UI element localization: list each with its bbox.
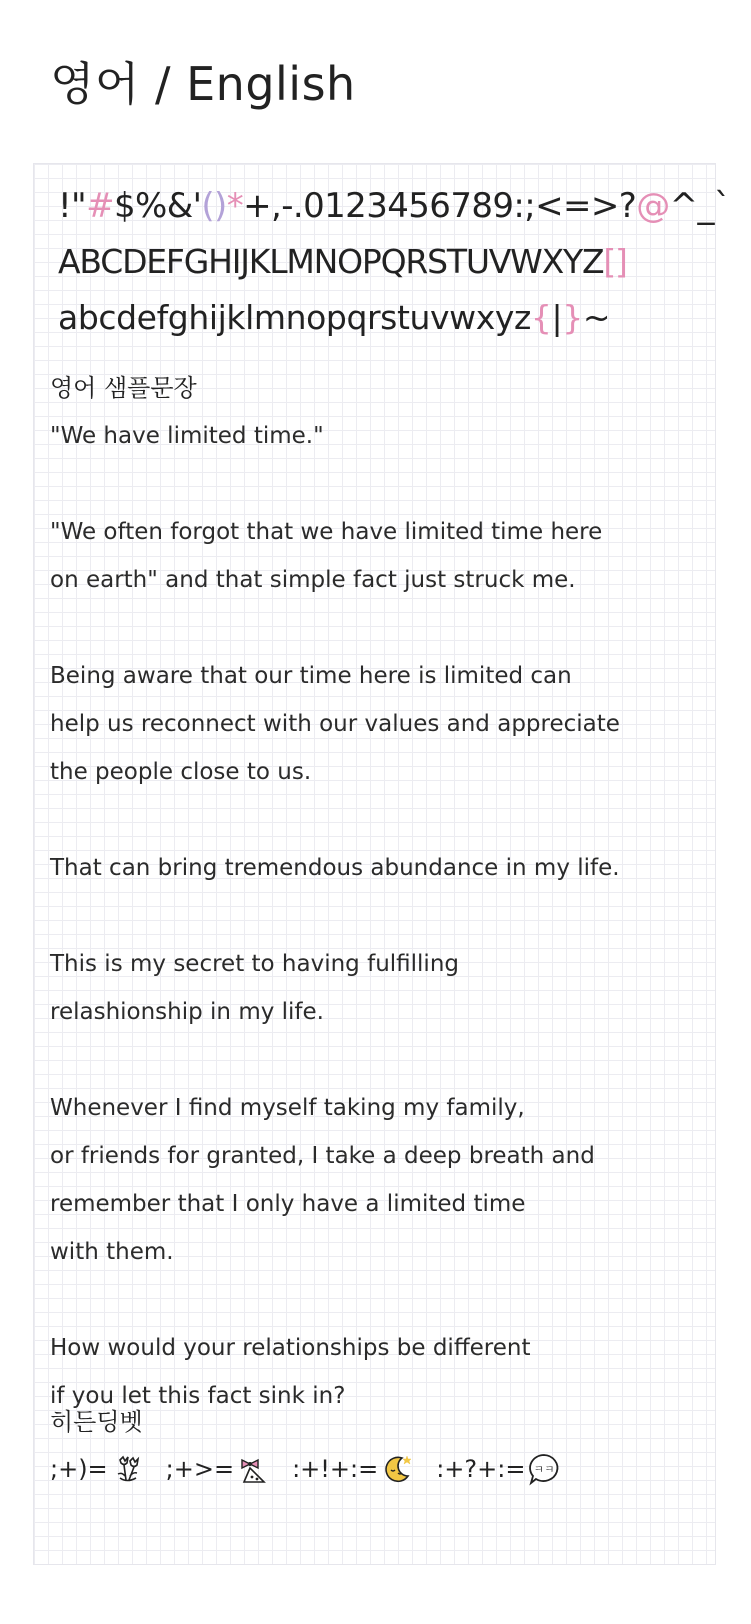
sample-text [50, 412, 710, 1420]
sample-line: the people close to us. [50, 759, 312, 785]
blank-line [50, 1036, 710, 1084]
dingbat-speech-bubble [436, 1452, 561, 1486]
sample-line: "We have limited time." [50, 423, 324, 449]
character-set [58, 178, 731, 346]
sample-line: if you let this fact sink in? [50, 1383, 346, 1409]
sample-line: help us reconnect with our values and appreciate [50, 711, 620, 737]
sample-line: Whenever I find myself taking my family, [50, 1095, 525, 1121]
charset-symbols-line: !"#$%&'()*+,-.0123456789:;<=>?@^_` [58, 186, 731, 226]
dingbat-code: :+!+:= [292, 1455, 379, 1483]
blank-line [50, 796, 710, 844]
dingbat-code: ;+)= [50, 1455, 108, 1483]
sample-line: "We often forgot that we have limited time here [50, 519, 603, 545]
charset-uppercase-line: ABCDEFGHIJKLMNOPQRSTUVWXYZ[] [58, 242, 627, 281]
sample-line: relashionship in my life. [50, 999, 324, 1025]
dingbat-code: ;+>= [165, 1455, 235, 1483]
sample-line: remember that I only have a limited time [50, 1191, 526, 1217]
tulips-icon [110, 1452, 144, 1486]
dingbat-moon-star [292, 1452, 414, 1486]
sample-line: Being aware that our time here is limited can [50, 663, 572, 689]
hidden-dingbat-row [50, 1452, 583, 1486]
blank-line [50, 460, 710, 508]
hidden-dingbat-title: 히든딩벳 [50, 1408, 143, 1436]
sample-line: That can bring tremendous abundance in my life. [50, 855, 620, 881]
charset-lowercase-line: abcdefghijklmnopqrstuvwxyz{|}~ [58, 298, 611, 337]
svg-text:ㅋㅋ: ㅋㅋ [533, 1463, 556, 1476]
speech-bubble-icon [527, 1452, 561, 1486]
blank-line [50, 892, 710, 940]
moon-star-icon [380, 1452, 414, 1486]
dingbat-code: :+?+:= [436, 1455, 526, 1483]
page-title: 영어 / English [50, 57, 356, 111]
bow-gift-icon [236, 1452, 270, 1486]
dingbat-tulips [50, 1452, 144, 1486]
sample-line: This is my secret to having fulfilling [50, 951, 459, 977]
sample-line: on earth" and that simple fact just struck me. [50, 567, 576, 593]
sample-section [50, 364, 710, 1420]
dingbat-bow-gift [166, 1452, 270, 1486]
blank-line [50, 1276, 710, 1324]
blank-line [50, 604, 710, 652]
sample-section-title: 영어 샘플문장 [50, 374, 197, 402]
sample-line: with them. [50, 1239, 174, 1265]
sample-line: or friends for granted, I take a deep breath and [50, 1143, 595, 1169]
sample-line: How would your relationships be different [50, 1335, 531, 1361]
